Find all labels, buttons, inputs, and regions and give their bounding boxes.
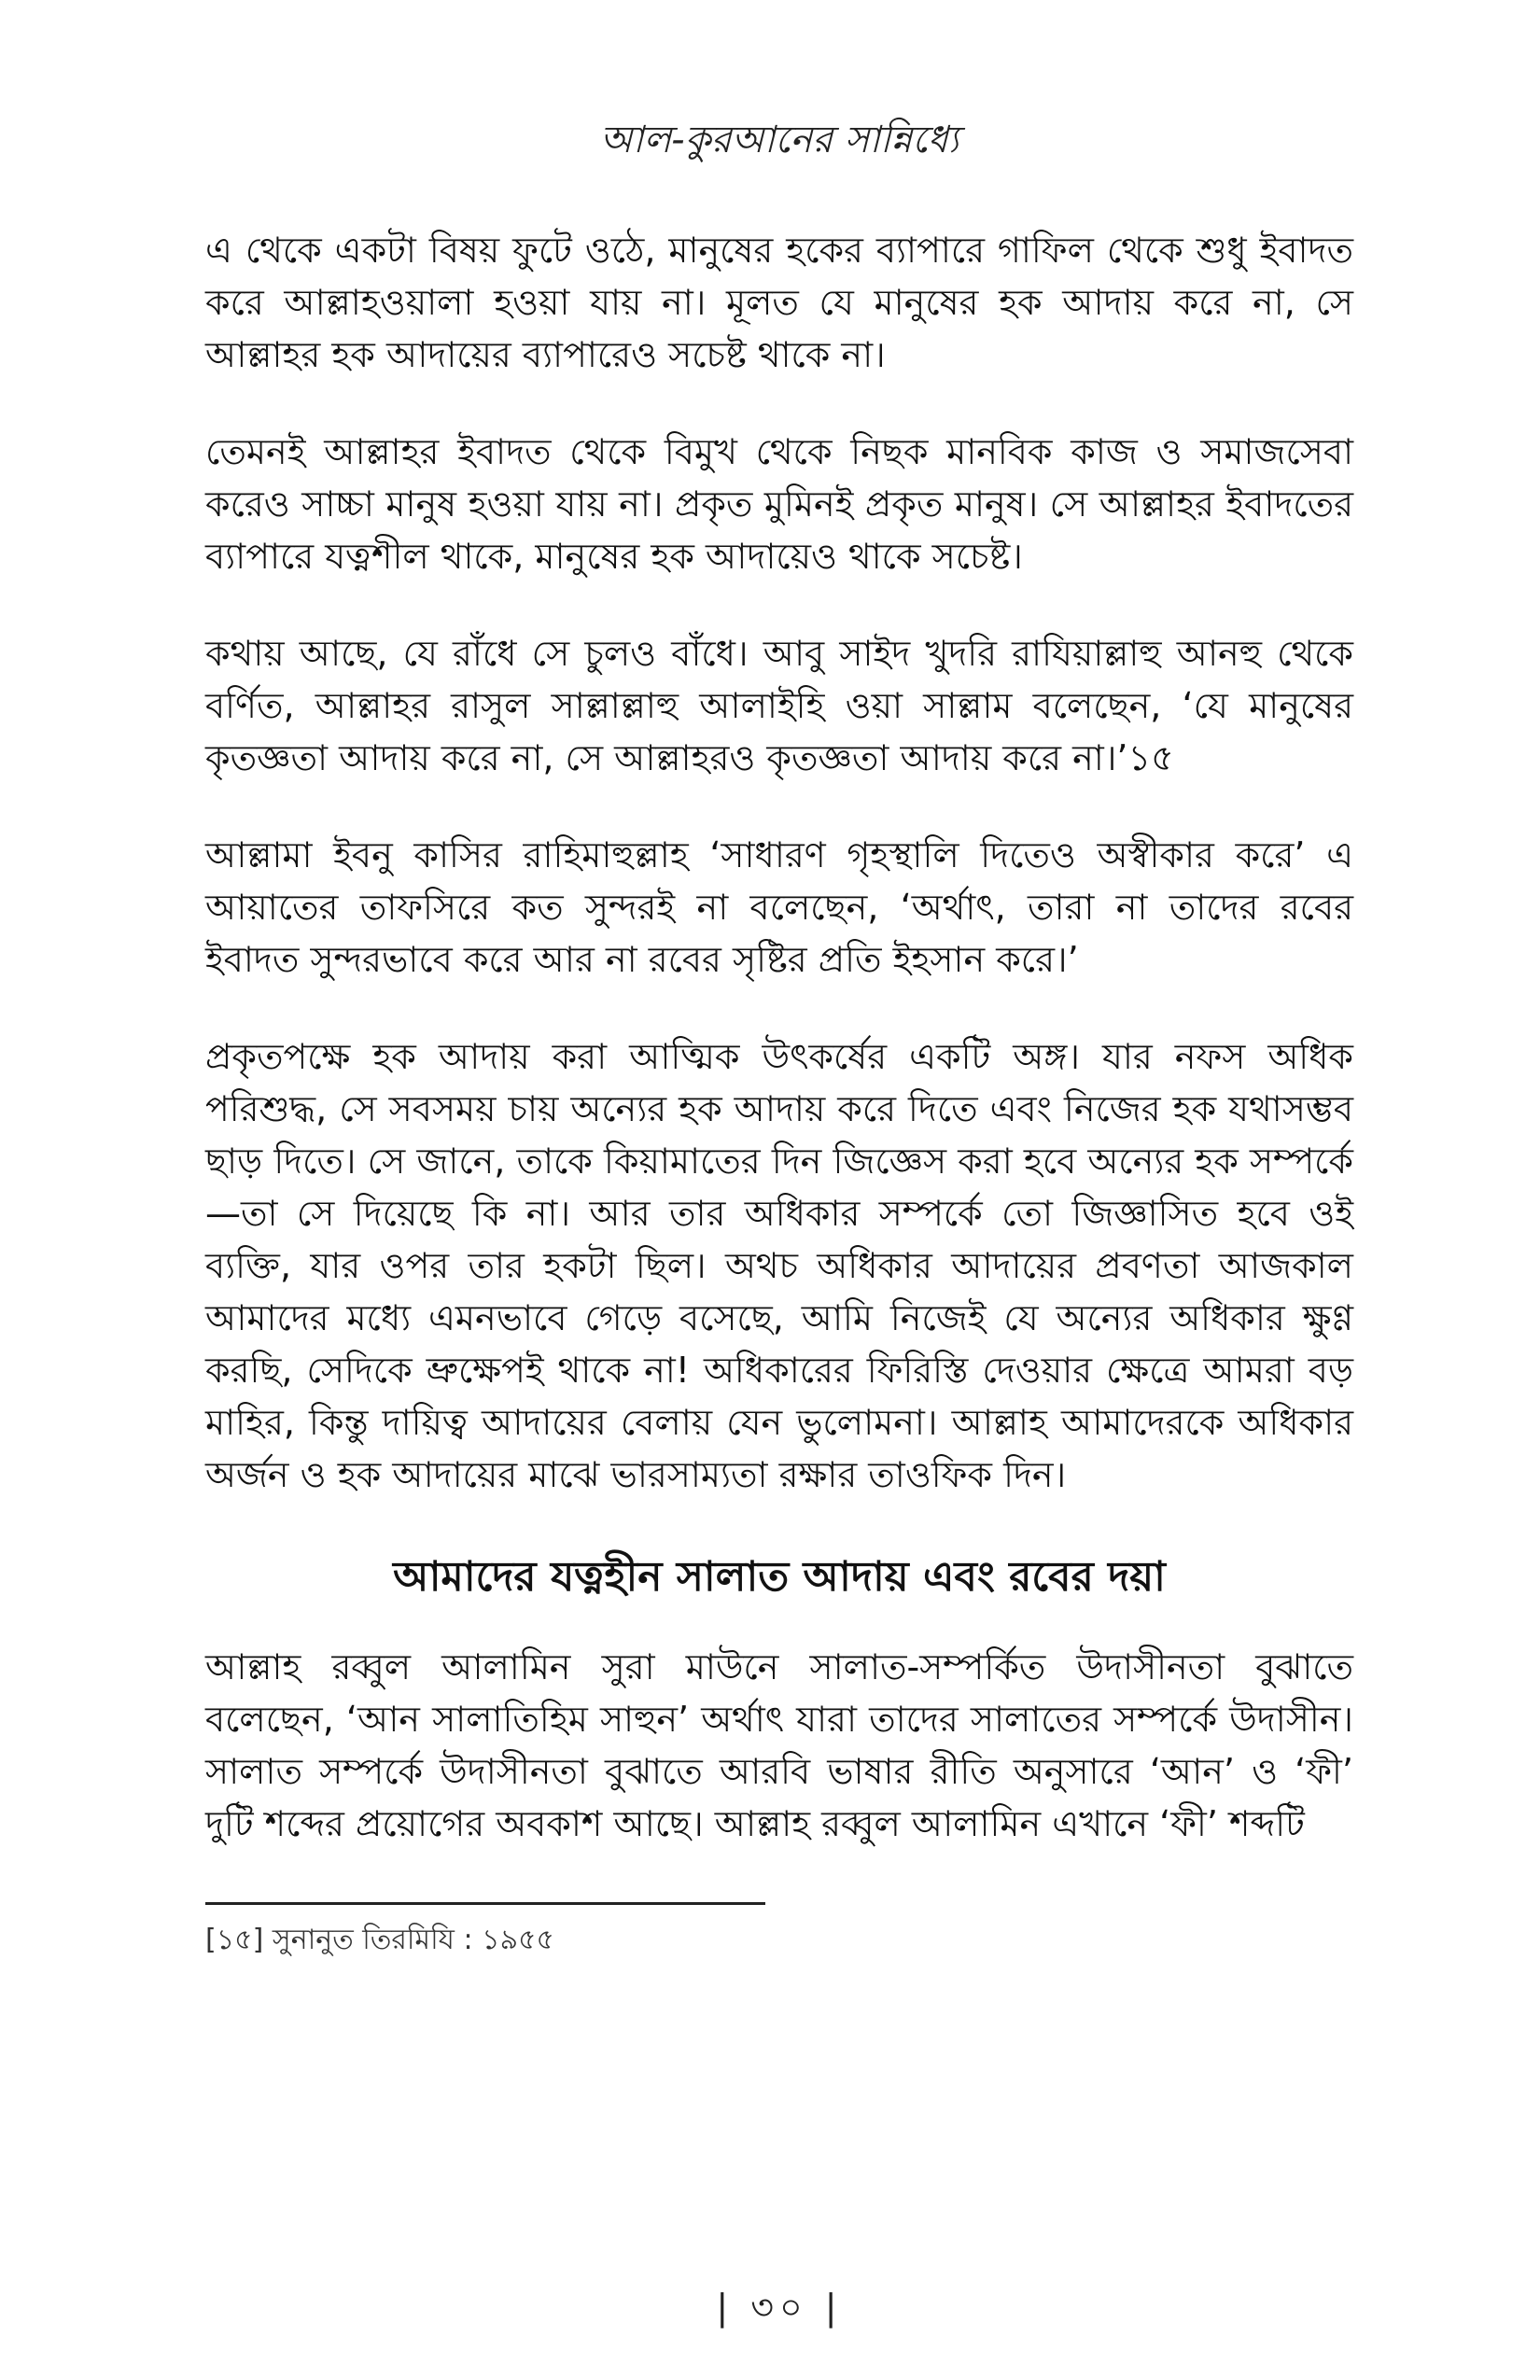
footnote-divider: [205, 1902, 765, 1905]
section-paragraph: আল্লাহ রব্বুল আলামিন সুরা মাউনে সালাত-সম্পর্কিত উদাসীনতা বুঝাতে বলেছেন, ‘আন সালাতিহিম সাহুন’ অর্থাৎ যারা তাদের সালাতের সম্পর্কে উদাসীন। সালাত সম্পর্কে উদাসীনতা বুঝাতে আরবি ভাষার রীতি অনুসারে ‘আন’ ও ‘ফী’ দুটি শব্দের প্রয়োগের অবকাশ আছে। আল্লাহ রব্বুল আলামিন এখানে ‘ফী’ শব্দটি: [205, 1646, 1353, 1844]
paragraph-5: প্রকৃতপক্ষে হক আদায় করা আত্মিক উৎকর্ষের একটি অঙ্গ। যার নফস অধিক পরিশুদ্ধ, সে সবসময় চায় অন্যের হক আদায় করে দিতে এবং নিজের হক যথাসম্ভব ছাড় দিতে। সে জানে, তাকে কিয়ামাতের দিন জিজ্ঞেস করা হবে অন্যের হক সম্পর্কে—তা সে দিয়েছে কি না। আর তার অধিকার সম্পর্কে তো জিজ্ঞাসিত হবে ওই ব্যক্তি, যার ওপর তার হকটা ছিল। অথচ অধিকার আদায়ের প্রবণতা আজকাল আমাদের মধ্যে এমনভাবে গেড়ে বসেছে, আমি নিজেই যে অন্যের অধিকার ক্ষুণ্ণ করছি, সেদিকে ভ্রুক্ষেপই থাকে না! অধিকারের ফিরিস্তি দেওয়ার ক্ষেত্রে আমরা বড় মাহির, কিন্তু দায়িত্ব আদায়ের বেলায় যেন ভুলোমনা। আল্লাহ আমাদেরকে অধিকার অর্জন ও হক আদায়ের মাঝে ভারসাম্যতা রক্ষার তাওফিক দিন।: [205, 1036, 1353, 1495]
book-page: [205, 112, 1353, 2333]
paragraph-4: আল্লামা ইবনু কাসির রাহিমাহুল্লাহ ‘সাধারণ গৃহস্থালি দিতেও অস্বীকার করে’ এ আয়াতের তাফসিরে কত সুন্দরই না বলেছেন, ‘অর্থাৎ, তারা না তাদের রবের ইবাদত সুন্দরভাবে করে আর না রবের সৃষ্টির প্রতি ইহসান করে।’: [205, 834, 1353, 980]
paragraph-1: এ থেকে একটা বিষয় ফুটে ওঠে, মানুষের হকের ব্যাপারে গাফিল থেকে শুধু ইবাদত করে আল্লাহওয়ালা হওয়া যায় না। মূলত যে মানুষের হক আদায় করে না, সে আল্লাহর হক আদায়ের ব্যাপারেও সচেষ্ট থাকে না।: [205, 230, 1353, 375]
paragraph-3: কথায় আছে, যে রাঁধে সে চুলও বাঁধে। আবু সাইদ খুদরি রাযিয়াল্লাহু আনহু থেকে বর্ণিত, আল্লাহর রাসুল সাল্লাল্লাহু আলাইহি ওয়া সাল্লাম বলেছেন, ‘যে মানুষের কৃতজ্ঞতা আদায় করে না, সে আল্লাহরও কৃতজ্ঞতা আদায় করে না।’১৫: [205, 633, 1353, 778]
section-heading: আমাদের যত্নহীন সালাত আদায় এবং রবের দয়া: [393, 1553, 1166, 1601]
footnote: [১৫] সুনানুত তিরমিযি : ১৯৫৫: [205, 1924, 555, 1956]
page-number: | ৩০ |: [716, 2287, 843, 2328]
running-title: আল-কুরআনের সান্নিধ্যে: [599, 119, 959, 161]
paragraph-2: তেমনই আল্লাহর ইবাদত থেকে বিমুখ থেকে নিছক মানবিক কাজ ও সমাজসেবা করেও সাচ্চা মানুষ হওয়া যায় না। প্রকৃত মুমিনই প্রকৃত মানুষ। সে আল্লাহর ইবাদতের ব্যাপারে যত্নশীল থাকে, মানুষের হক আদায়েও থাকে সচেষ্ট।: [205, 431, 1353, 577]
